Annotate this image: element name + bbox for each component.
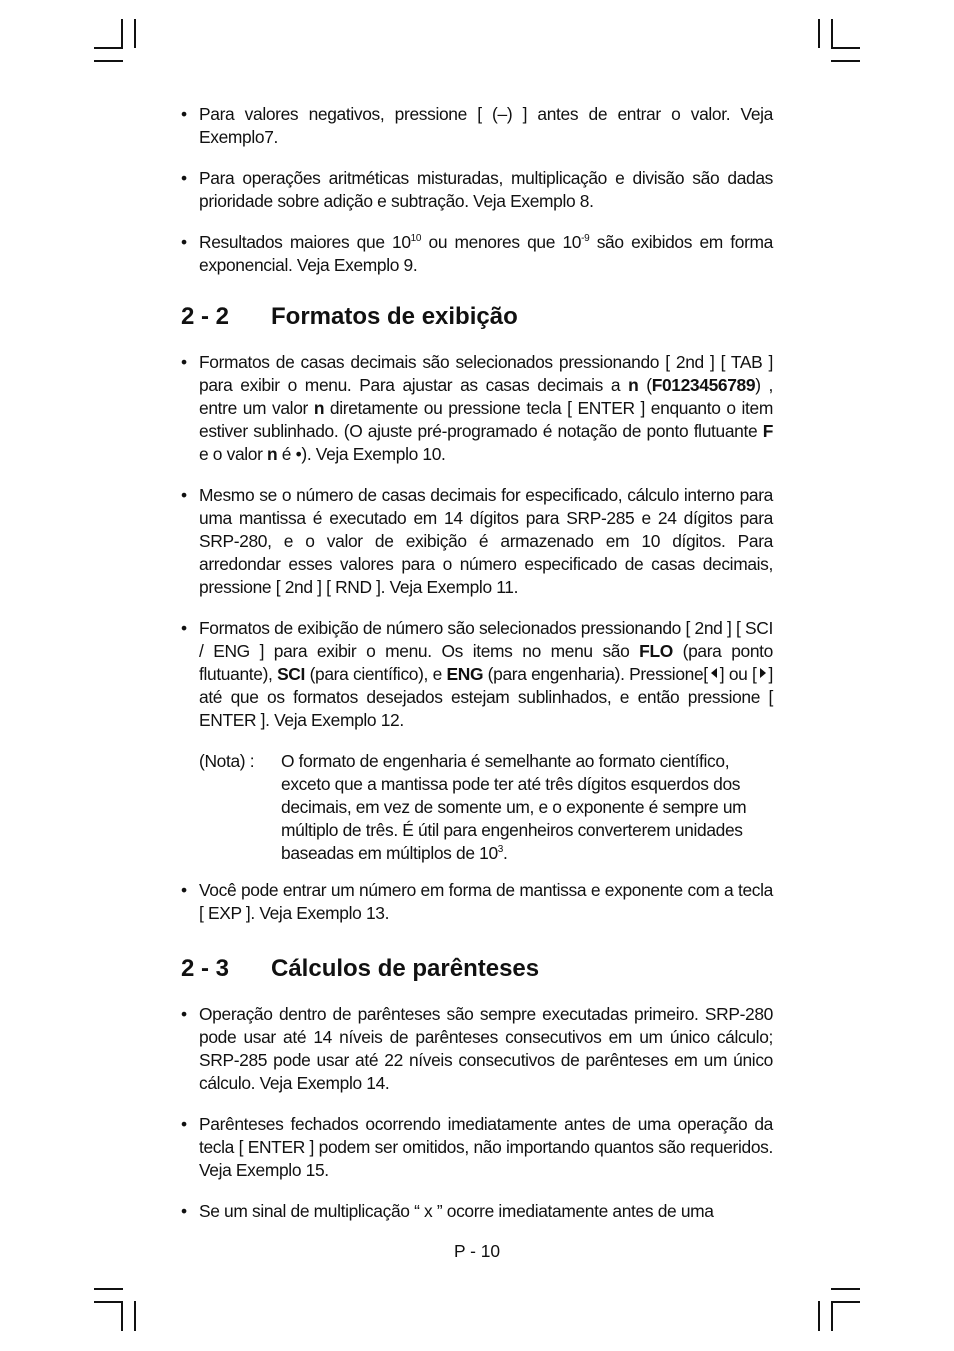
section-number: 2 - 2 [181, 303, 230, 330]
crop-mark [831, 60, 860, 62]
page-content [181, 103, 773, 1241]
bullet-closing-parentheses: • Parênteses fechados ocorrendo imediatamente antes de uma operação da tecla [ ENTER ] podem ser omitidos, não importando quantos são requeridos. Veja Exemplo 15. [181, 1113, 773, 1182]
crop-mark [831, 1288, 860, 1290]
crop-mark [94, 60, 123, 62]
section-heading-2-3 [181, 955, 773, 983]
engineering-format-note: (Nota) : O formato de engenharia é semelhante ao formato científico, exceto que a mantissa pode ter até três dígitos esquerdos dos decimais, em vez de somente um, e o exponente é sempre um múltiplo de três. É útil para engenheiros converterem unidades baseadas em múltiplos de $10^3$. [199, 751, 747, 863]
crop-mark [94, 47, 123, 49]
bullet-mixed-operations: • Para operações aritméticas misturadas, multiplicação e divisão são dadas prioridade sobre adição e subtração. Veja Exemplo 8. [181, 167, 773, 213]
section-title: Formatos de exibição [271, 303, 518, 330]
crop-mark [831, 1301, 833, 1331]
right-arrow-icon [760, 668, 766, 678]
section-title: Cálculos de parênteses [271, 955, 540, 982]
page-number: P - 10 [453, 1241, 501, 1261]
crop-mark [134, 1301, 136, 1331]
crop-mark [818, 1301, 820, 1331]
bullet-multiplication-sign: • Se um sinal de multiplicação “ x ” ocorre imediatamente antes de uma [181, 1200, 773, 1223]
bullet-parentheses-levels: • Operação dentro de parênteses são sempre executadas primeiro. SRP-280 pode usar até 14 níveis de parênteses consecutivos em um único cálculo; SRP-285 pode usar até 22 níveis consecutivos de parênteses em um único cálculo. Veja Exemplo 14. [181, 1003, 773, 1095]
bullet-exp-key: • Você pode entrar um número em forma de mantissa e exponente com a tecla [ EXP ]. Veja Exemplo 13. [181, 879, 773, 925]
crop-mark [94, 1301, 123, 1303]
crop-mark [831, 47, 860, 49]
crop-mark [831, 19, 833, 48]
section-heading-2-2 [181, 303, 773, 331]
crop-mark [121, 19, 123, 48]
crop-mark [121, 1301, 123, 1331]
crop-mark [818, 19, 820, 48]
bullet-exponential-results: • Resultados maiores que $10^{10}$ ou menores que $10^{-9}$ são exibidos em forma exponencial. Veja Exemplo 9. [181, 231, 773, 277]
bullet-number-display-formats: • Formatos de exibição de número são selecionados pressionando [ 2nd ] [ SCI / ENG ] para exibir o menu. Os items no menu são FLO (para ponto flutuante), SCI (para científico), e ENG (para engenharia). Pressione[ ] ou [ ] até que os formatos desejados estejam sublinhados, e então pressione [ ENTER ]. Veja Exemplo 12. [181, 617, 773, 732]
section-number: 2 - 3 [181, 955, 230, 982]
crop-mark [831, 1301, 860, 1303]
note-label: (Nota) : [199, 751, 255, 771]
crop-mark [134, 19, 136, 48]
left-arrow-icon [711, 668, 717, 678]
bullet-negative-values: • Para valores negativos, pressione [ (–) ] antes de entrar o valor. Veja Exemplo7. [181, 103, 773, 149]
bullet-internal-calculation: • Mesmo se o número de casas decimais for especificado, cálculo interno para uma mantissa é executado em 14 dígitos para SRP-285 e 24 dígitos para SRP-280, e o valor de exibição é armazenado em 10 dígitos. Para arredondar esses valores para o número especificado de casas decimais, pressione [ 2nd ] [ RND ]. Veja Exemplo 11. [181, 484, 773, 599]
bullet-decimal-formats: • Formatos de casas decimais são selecionados pressionando [ 2nd ] [ TAB ] para exibir o menu. Para ajustar as casas decimais a n (F0123456789) , entre um valor n diretamente ou pressione tecla [ ENTER ] enquanto o item estiver sublinhado. (O ajuste pré-programado é notação de ponto flutuante F e o valor n é •). Veja Exemplo 10. [181, 351, 773, 466]
crop-mark [94, 1288, 123, 1290]
